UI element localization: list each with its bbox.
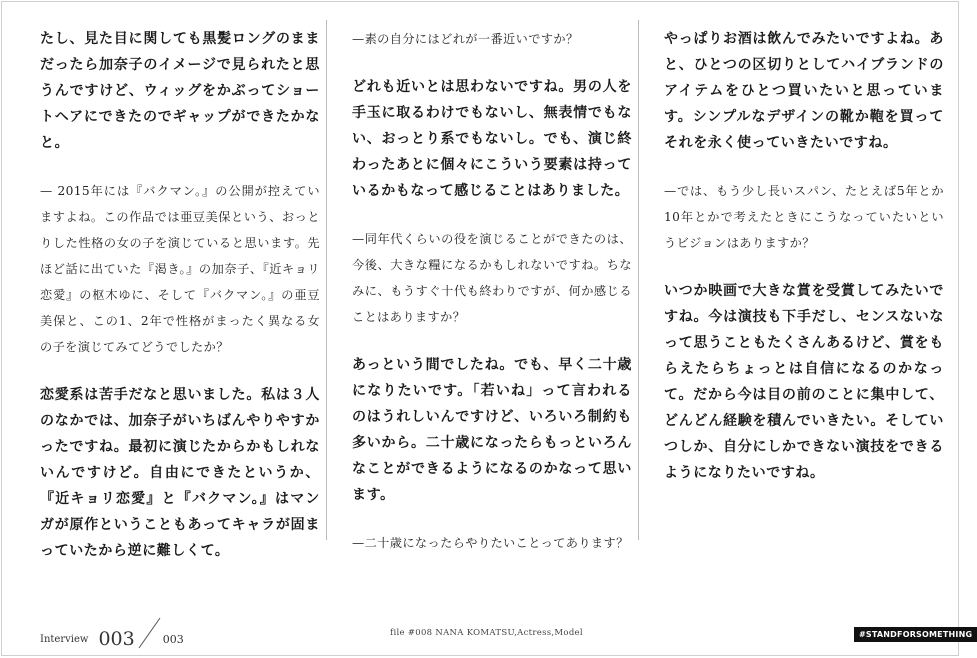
column-divider — [326, 20, 327, 540]
question-paragraph: —同年代くらいの役を演じることができたのは、今後、大きな糧になるかもしれないですね。ちなみに、もうすぐ十代も終わりですが、何か感じることはありますか？ — [352, 232, 632, 324]
answer-paragraph: たし、見た目に関しても黒髪ロングのままだったら加奈子のイメージで見られたと思うんですけど、ウィッグをかぶってショートヘアにできたのでギャップができたかなと。 — [40, 31, 320, 151]
question-paragraph: —二十歳になったらやりたいことってあります？ — [352, 536, 629, 550]
text-column-2 — [352, 26, 632, 556]
column-divider — [638, 20, 639, 540]
answer-paragraph: やっぱりお酒は飲んでみたいですよね。あと、ひとつの区切りとしてハイブランドのアイテムをひとつ買いたいと思っています。シンプルなデザインの靴か鞄を買ってそれを永く使っていきたいですね。 — [664, 31, 944, 151]
page-slash-divider — [136, 616, 162, 650]
answer-paragraph: いつか映画で大きな賞を受賞してみたいですね。今は演技も下手だし、センスないなって思うこともたくさんあるけど、賞をもらえたらちょっとは自信になるのかなって。だから今は目の前のことに集中して、どんどん経験を積んでいきたい。そしていつしか、自分にしかできない演技をできるようになりたいですね。 — [664, 283, 944, 481]
section-label: Interview — [40, 634, 89, 645]
text-column-1 — [40, 26, 320, 564]
text-column-3 — [664, 26, 944, 486]
page-number: 003 — [98, 628, 135, 650]
question-paragraph: —では、もう少し長いスパン、たとえば5年とか10年とかで考えたときにこうなっていたいというビジョンはありますか？ — [664, 184, 944, 250]
hashtag-badge: #STANDFORSOMETHING — [854, 627, 977, 642]
interview-page — [1, 1, 973, 656]
answer-paragraph: あっという間でしたね。でも、早く二十歳になりたいです。「若いね」って言われるのはうれしいんですけど、いろいろ制約も多いから。二十歳になったらもっといろんなことができるようになるのかなって思います。 — [352, 357, 632, 503]
question-paragraph: — 2015年には『バクマン。』の公開が控えていますよね。この作品では亜豆美保という、おっとりした性格の女の子を演じていると思います。先ほど話に出ていた『渇き。』の加奈子、『近キョリ恋愛』の枢木ゆに、そして『バクマン。』の亜豆美保と、この1、2年で性格がまったく異なる女の子を演じてみてどうでしたか？ — [40, 184, 320, 354]
page-total: 003 — [162, 633, 184, 646]
answer-paragraph: どれも近いとは思わないですね。男の人を手玉に取るわけでもないし、無表情でもない、おっとり系でもないし。でも、演じ終わったあとに個々にこういう要素は持っているかもなって感じることはありました。 — [352, 79, 632, 199]
question-paragraph: —素の自分にはどれが一番近いですか？ — [352, 32, 579, 46]
page-footer-left — [40, 614, 184, 650]
answer-paragraph: 恋愛系は苦手だなと思いました。私は３人のなかでは、加奈子がいちばんやりやすかったですね。最初に演じたからかもしれないんですけど。自由にできたというか、『近キョリ恋愛』と『バクマン。』はマンガが原作ということもあってキャラが固まっていたから逆に難しくて。 — [40, 387, 320, 559]
file-info: file #008 NANA KOMATSU,Actress,Model — [390, 628, 583, 638]
